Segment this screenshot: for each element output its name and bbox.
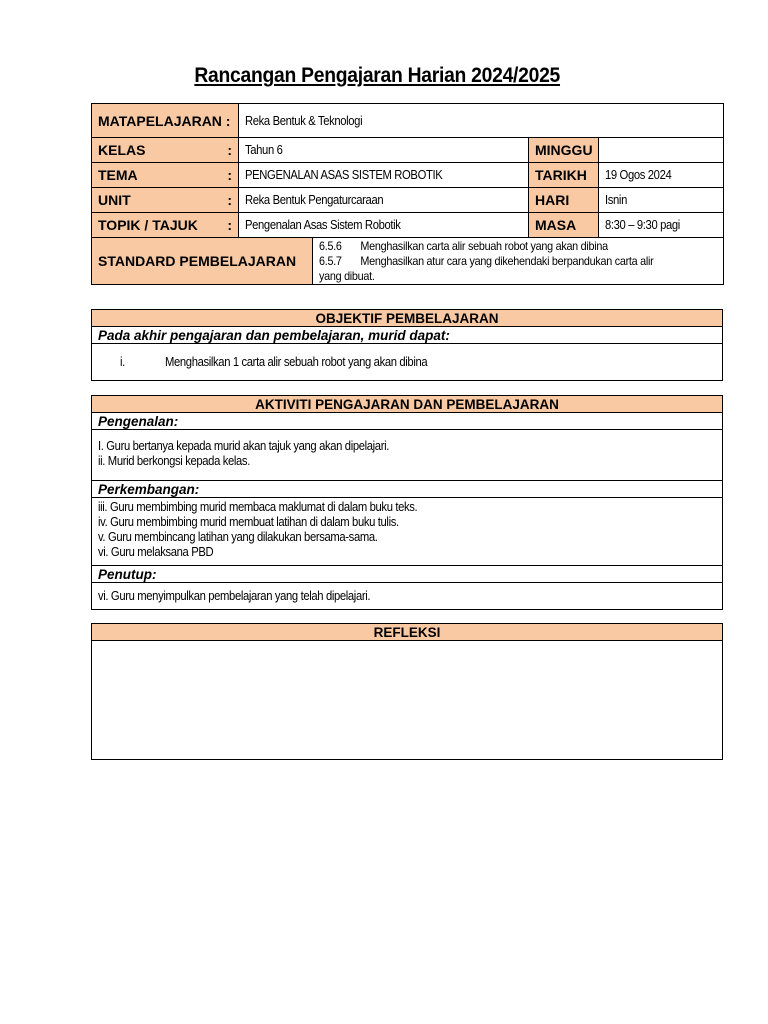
info-table: [91, 103, 724, 285]
masa-value: 8:30 – 9:30 pagi: [599, 213, 724, 238]
refleksi-header: REFLEKSI: [92, 624, 723, 641]
pengenalan-label: Pengenalan:: [92, 413, 723, 430]
objektif-table: [91, 309, 723, 381]
matapelajaran-label: MATAPELAJARAN :: [92, 104, 239, 138]
objektif-intro: Pada akhir pengajaran dan pembelajaran, murid dapat:: [92, 327, 723, 344]
list-item: vi. Guru menyimpulkan pembelajaran yang telah dipelajari.: [98, 588, 371, 603]
topik-label: TOPIK / TAJUK :: [92, 213, 239, 238]
hari-value: Isnin: [599, 188, 724, 213]
pengenalan-content: [92, 430, 723, 481]
unit-value: Reka Bentuk Pengaturcaraan: [239, 188, 529, 213]
kelas-value: Tahun 6: [239, 138, 529, 163]
standard-line: 6.5.7 Menghasilkan atur cara yang dikehendaki berpandukan carta alir: [319, 254, 654, 268]
unit-label: UNIT :: [92, 188, 239, 213]
topik-value: Pengenalan Asas Sistem Robotik: [239, 213, 529, 238]
page-title: Rancangan Pengajaran Harian 2024/2025: [194, 64, 561, 87]
standard-label: STANDARD PEMBELAJARAN: [92, 238, 313, 285]
penutup-label: Penutup:: [92, 566, 723, 583]
perkembangan-content: [92, 498, 723, 566]
objektif-item: i. Menghasilkan 1 carta alir sebuah robot yang akan dibina: [92, 344, 723, 381]
refleksi-content: [92, 641, 723, 760]
kelas-label: KELAS :: [92, 138, 239, 163]
tema-label: TEMA :: [92, 163, 239, 188]
tarikh-value: 19 Ogos 2024: [599, 163, 724, 188]
list-item: v. Guru membincang latihan yang dilakukan bersama-sama.: [98, 530, 378, 544]
list-item: iv. Guru membimbing murid membuat latihan di dalam buku tulis.: [98, 515, 399, 529]
tema-value: PENGENALAN ASAS SISTEM ROBOTIK: [239, 163, 529, 188]
penutup-content: [92, 583, 723, 610]
aktiviti-header: AKTIVITI PENGAJARAN DAN PEMBELAJARAN: [92, 396, 723, 413]
masa-label: MASA: [529, 213, 599, 238]
standard-line: 6.5.6 Menghasilkan carta alir sebuah robot yang akan dibina: [319, 239, 608, 253]
minggu-label: MINGGU: [529, 138, 599, 163]
list-item: vi. Guru melaksana PBD: [98, 545, 214, 559]
standard-line-cont: yang dibuat.: [319, 269, 375, 283]
list-item: ii. Murid berkongsi kepada kelas.: [98, 454, 250, 468]
refleksi-table: [91, 623, 723, 760]
tarikh-label: TARIKH: [529, 163, 599, 188]
standard-value: [313, 238, 724, 285]
list-item: iii. Guru membimbing murid membaca maklumat di dalam buku teks.: [98, 500, 418, 514]
aktiviti-table: [91, 395, 723, 610]
perkembangan-label: Perkembangan:: [92, 481, 723, 498]
hari-label: HARI: [529, 188, 599, 213]
list-item: I. Guru bertanya kepada murid akan tajuk yang akan dipelajari.: [98, 439, 389, 453]
matapelajaran-value: Reka Bentuk & Teknologi: [239, 104, 724, 138]
objektif-header: OBJEKTIF PEMBELAJARAN: [92, 310, 723, 327]
minggu-value: [599, 138, 724, 163]
